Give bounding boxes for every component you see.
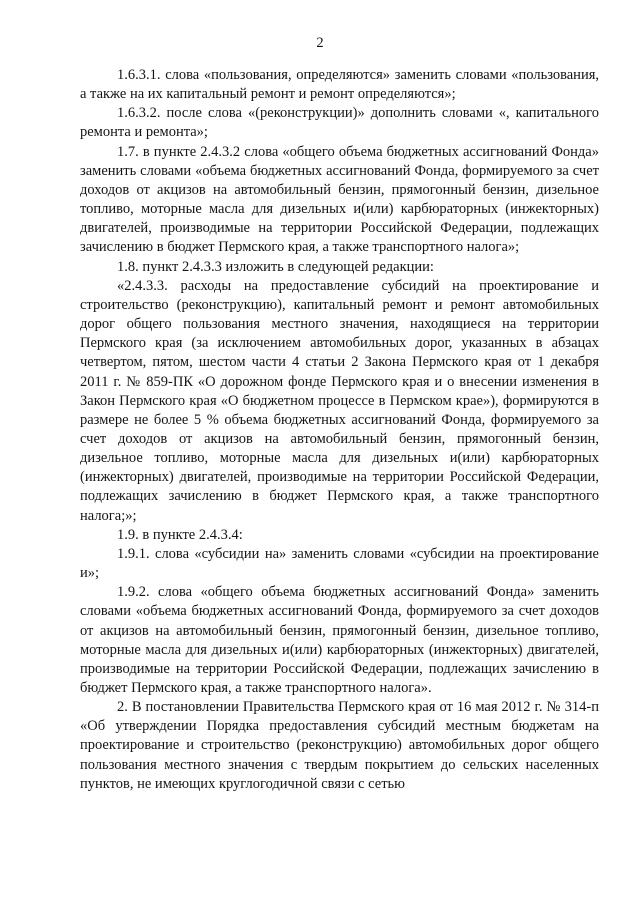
- paragraph-2: 2. В постановлении Правительства Пермского края от 16 мая 2012 г. № 314-п «Об утверждении Порядка предоставления субсидий местным бюджетам на проектирование и строительство (реконструкцию) автомобильных дорог общего пользования местного значения с твердым покрытием до сельских населенных пунктов, не имеющих круглогодичной связи с сетью: [80, 699, 599, 792]
- paragraph-2-4-3-3-quote: «2.4.3.3. расходы на предоставление субсидий на проектирование и строительство (реконструкцию), капитальный ремонт и ремонт автомобильных дорог общего пользования местного значения, находящиеся на территории Пермского края (за исключением автомобильных дорог, указанных в абзацах четвертом, пятом, шестом части 4 статьи 2 Закона Пермского края от 1 декабря 2011 г. № 859-ПК «О дорожном фонде Пермского края и о внесении изменения в Закон Пермского края «О бюджетном процессе в Пермском крае»), формируются в размере не более 5 % объема бюджетных ассигнований Фонда, формируемого за счет доходов от акцизов на автомобильный бензин, прямогонный бензин, дизельное топливо, моторные масла для дизельных и(или) карбюраторных (инжекторных) двигателей, производимые на территории Российской Федерации, подлежащих зачислению в бюджет Пермского края, а также транспортного налога;»;: [80, 277, 599, 524]
- paragraph-1-9: 1.9. в пункте 2.4.3.4:: [117, 526, 243, 543]
- paragraph-1-9-2: 1.9.2. слова «общего объема бюджетных ассигнований Фонда» заменить словами «объема бюджетных ассигнований Фонда, формируемого за счет доходов от акцизов на автомобильный бензин, прямогонный бензин, дизельное топливо, моторные масла для дизельных и(или) карбюраторных (инжекторных) двигателей, производимые на территории Российской Федерации, подлежащих зачислению в бюджет Пермского края, а также транспортного налога».: [80, 584, 599, 696]
- paragraph-1-8: 1.8. пункт 2.4.3.3 изложить в следующей редакции:: [117, 258, 434, 275]
- document-body: [80, 66, 599, 794]
- paragraph-1-6-3-1: 1.6.3.1. слова «пользования, определяются» заменить словами «пользования, а также на их капитальный ремонт и ремонт определяются»;: [80, 67, 599, 103]
- paragraph-1-6-3-2: 1.6.3.2. после слова «(реконструкции)» дополнить словами «, капитального ремонта и ремонта»;: [80, 105, 599, 141]
- paragraph-1-7: 1.7. в пункте 2.4.3.2 слова «общего объема бюджетных ассигнований Фонда» заменить словами «объема бюджетных ассигнований Фонда, формируемого за счет доходов от акцизов на автомобильный бензин, прямогонный бензин, дизельное топливо, моторные масла для дизельных и(или) карбюраторных (инжекторных) двигателей, производимые на территории Российской Федерации, подлежащих зачислению в бюджет Пермского края, а также транспортного налога»;: [80, 143, 599, 256]
- paragraph-1-9-1: 1.9.1. слова «субсидии на» заменить словами «субсидии на проектирование и»;: [80, 545, 599, 582]
- page-number: 2: [316, 35, 324, 51]
